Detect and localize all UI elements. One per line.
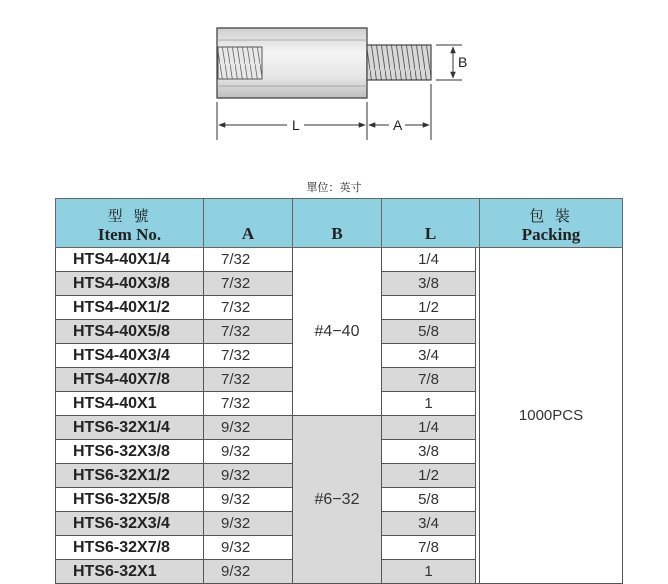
- l-cell: 7/8: [382, 368, 476, 392]
- item-no-cell: HTS6-32X1: [56, 560, 204, 584]
- a-cell: 7/32: [204, 368, 293, 392]
- l-cell: 7/8: [382, 536, 476, 560]
- a-cell: 7/32: [204, 344, 293, 368]
- a-cell: 7/32: [204, 320, 293, 344]
- b-group-cell: #6−32: [293, 416, 382, 584]
- item-no-cell: HTS6-32X7/8: [56, 536, 204, 560]
- l-cell: 1/4: [382, 416, 476, 440]
- internal-thread: [218, 47, 262, 79]
- header-b: B: [293, 199, 382, 248]
- a-cell: 9/32: [204, 512, 293, 536]
- header-l: L: [382, 199, 480, 248]
- item-no-cell: HTS6-32X3/4: [56, 512, 204, 536]
- table-row: [56, 248, 623, 272]
- header-row: [56, 199, 623, 248]
- external-thread: [367, 45, 431, 80]
- a-cell: 7/32: [204, 272, 293, 296]
- item-no-cell: HTS4-40X5/8: [56, 320, 204, 344]
- item-no-cell: HTS6-32X3/8: [56, 440, 204, 464]
- item-no-cell: HTS4-40X7/8: [56, 368, 204, 392]
- a-cell: 7/32: [204, 296, 293, 320]
- l-cell: 1/4: [382, 248, 476, 272]
- header-item: 型 號 Item No.: [56, 199, 204, 248]
- l-cell: 5/8: [382, 320, 476, 344]
- item-no-cell: HTS6-32X5/8: [56, 488, 204, 512]
- dim-b-label: B: [458, 54, 468, 70]
- item-no-cell: HTS6-32X1/2: [56, 464, 204, 488]
- l-cell: 1/2: [382, 296, 476, 320]
- l-cell: 3/8: [382, 440, 476, 464]
- header-a: A: [204, 199, 293, 248]
- a-cell: 9/32: [204, 560, 293, 584]
- item-no-cell: HTS4-40X1: [56, 392, 204, 416]
- a-cell: 9/32: [204, 440, 293, 464]
- a-cell: 7/32: [204, 392, 293, 416]
- packing-cell: 1000PCS: [480, 248, 623, 584]
- a-cell: 7/32: [204, 248, 293, 272]
- item-no-cell: HTS6-32X1/4: [56, 416, 204, 440]
- a-cell: 9/32: [204, 464, 293, 488]
- b-group-cell: #4−40: [293, 248, 382, 416]
- l-cell: 3/4: [382, 512, 476, 536]
- header-packing: 包 裝 Packing: [480, 199, 623, 248]
- dim-l-label: L: [292, 117, 300, 133]
- item-no-cell: HTS4-40X1/4: [56, 248, 204, 272]
- spec-table: [55, 198, 623, 584]
- l-cell: 1/2: [382, 464, 476, 488]
- standoff-diagram: [0, 0, 668, 175]
- item-no-cell: HTS4-40X3/4: [56, 344, 204, 368]
- a-cell: 9/32: [204, 536, 293, 560]
- l-cell: 3/8: [382, 272, 476, 296]
- item-no-cell: HTS4-40X1/2: [56, 296, 204, 320]
- l-cell: 1: [382, 560, 476, 584]
- item-no-cell: HTS4-40X3/8: [56, 272, 204, 296]
- a-cell: 9/32: [204, 488, 293, 512]
- l-cell: 1: [382, 392, 476, 416]
- dim-a-label: A: [393, 117, 403, 133]
- l-cell: 3/4: [382, 344, 476, 368]
- unit-note: 單位：英寸: [306, 181, 362, 194]
- a-cell: 9/32: [204, 416, 293, 440]
- l-cell: 5/8: [382, 488, 476, 512]
